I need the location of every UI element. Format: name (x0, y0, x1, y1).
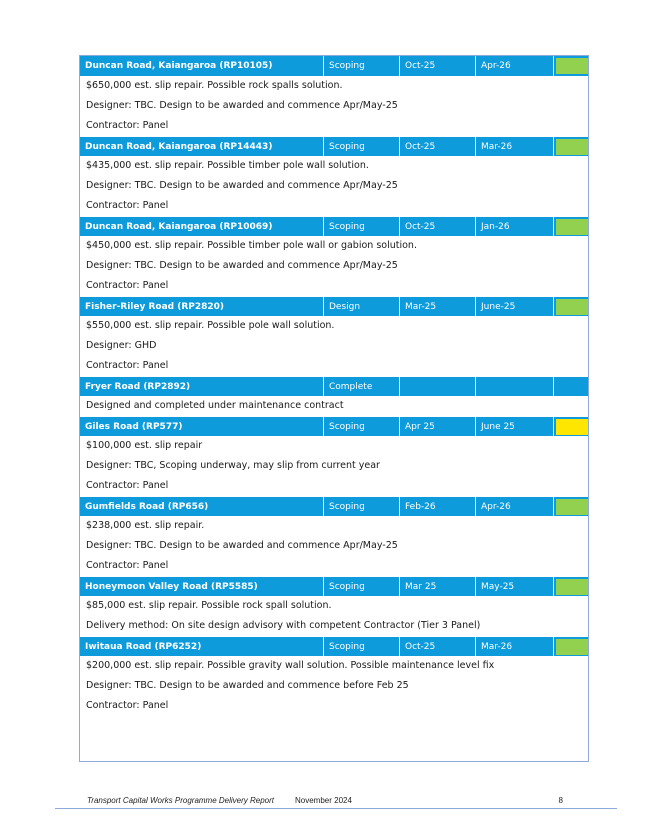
status-indicator (556, 579, 588, 595)
project-end: Mar-26 (476, 637, 554, 656)
project-end (476, 377, 554, 396)
project-end: May-25 (476, 577, 554, 596)
project-name: Honeymoon Valley Road (RP5585) (80, 577, 324, 596)
project-detail-line: $100,000 est. slip repair (86, 440, 203, 451)
status-indicator (556, 499, 588, 515)
project-detail-line: Designer: GHD (86, 340, 157, 351)
status-indicator (556, 299, 588, 315)
project-name: Duncan Road, Kaiangaroa (RP14443) (80, 137, 324, 156)
project-detail-line: Contractor: Panel (86, 480, 169, 491)
footer-title: Transport Capital Works Programme Delivery Report (87, 796, 275, 805)
project-stage: Scoping (324, 637, 400, 656)
project-start: Mar 25 (400, 577, 476, 596)
project-name: Duncan Road, Kaiangaroa (RP10105) (80, 56, 324, 76)
project-detail-line: $435,000 est. slip repair. Possible timber pole wall solution. (86, 160, 369, 171)
project-stage: Complete (324, 377, 400, 396)
status-indicator (556, 379, 588, 395)
project-start: Mar-25 (400, 297, 476, 316)
project-detail-line: Contractor: Panel (86, 700, 169, 711)
project-stage: Scoping (324, 497, 400, 516)
project-detail-line: $450,000 est. slip repair. Possible timber pole wall or gabion solution. (86, 240, 417, 251)
project-name: Iwitaua Road (RP6252) (80, 637, 324, 656)
project-header-row (80, 636, 588, 656)
project-start: Oct-25 (400, 56, 476, 76)
project-header-row (80, 576, 588, 596)
project-detail-line: Contractor: Panel (86, 280, 169, 291)
project-detail-line: $85,000 est. slip repair. Possible rock spall solution. (86, 600, 332, 611)
project-detail-line: Designer: TBC. Design to be awarded and commence Apr/May-25 (86, 100, 398, 111)
project-stage: Scoping (324, 56, 400, 76)
page-number: 8 (558, 796, 563, 805)
project-start: Oct-25 (400, 217, 476, 236)
project-stage: Scoping (324, 217, 400, 236)
project-end: Jan-26 (476, 217, 554, 236)
footer-rule (55, 808, 617, 809)
project-detail-line: Designer: TBC. Design to be awarded and commence before Feb 25 (86, 680, 409, 691)
project-name: Fryer Road (RP2892) (80, 377, 324, 396)
project-detail-line: $650,000 est. slip repair. Possible rock spalls solution. (86, 80, 343, 91)
project-header-row (80, 496, 588, 516)
project-stage: Scoping (324, 577, 400, 596)
project-header-row (80, 416, 588, 436)
project-end: Apr-26 (476, 497, 554, 516)
project-detail-line: Contractor: Panel (86, 560, 169, 571)
project-name: Duncan Road, Kaiangaroa (RP10069) (80, 217, 324, 236)
status-indicator (556, 419, 588, 435)
project-header-row (80, 56, 588, 76)
project-end: June 25 (476, 417, 554, 436)
status-indicator (556, 139, 588, 155)
status-indicator (556, 58, 588, 74)
project-start: Feb-26 (400, 497, 476, 516)
project-header-row (80, 376, 588, 396)
project-detail-line: Designed and completed under maintenance contract (86, 400, 344, 411)
project-start: Apr 25 (400, 417, 476, 436)
project-detail-line: $200,000 est. slip repair. Possible gravity wall solution. Possible maintenance level fix (86, 660, 495, 671)
project-detail-line: Contractor: Panel (86, 360, 169, 371)
project-detail-line: Designer: TBC. Design to be awarded and commence Apr/May-25 (86, 540, 398, 551)
project-header-row (80, 136, 588, 156)
project-name: Fisher-Riley Road (RP2820) (80, 297, 324, 316)
project-detail-line: Designer: TBC, Scoping underway, may slip from current year (86, 460, 380, 471)
project-end: Apr-26 (476, 56, 554, 76)
project-detail-line: Contractor: Panel (86, 120, 169, 131)
project-table (79, 55, 589, 762)
status-indicator (556, 219, 588, 235)
project-detail-line: Designer: TBC. Design to be awarded and commence Apr/May-25 (86, 260, 398, 271)
project-detail-line: $550,000 est. slip repair. Possible pole wall solution. (86, 320, 335, 331)
project-header-row (80, 216, 588, 236)
status-indicator (556, 639, 588, 655)
project-stage: Scoping (324, 137, 400, 156)
project-end: June-25 (476, 297, 554, 316)
project-header-row (80, 296, 588, 316)
project-stage: Design (324, 297, 400, 316)
project-start: Oct-25 (400, 137, 476, 156)
project-start (400, 377, 476, 396)
project-end: Mar-26 (476, 137, 554, 156)
project-detail-line: Delivery method: On site design advisory with competent Contractor (Tier 3 Panel) (86, 620, 481, 631)
project-detail-line: $238,000 est. slip repair. (86, 520, 205, 531)
project-detail-line: Contractor: Panel (86, 200, 169, 211)
project-start: Oct-25 (400, 637, 476, 656)
page-footer (87, 796, 567, 805)
project-stage: Scoping (324, 417, 400, 436)
project-name: Giles Road (RP577) (80, 417, 324, 436)
footer-date: November 2024 (295, 796, 352, 805)
project-detail-line: Designer: TBC. Design to be awarded and commence Apr/May-25 (86, 180, 398, 191)
project-name: Gumfields Road (RP656) (80, 497, 324, 516)
